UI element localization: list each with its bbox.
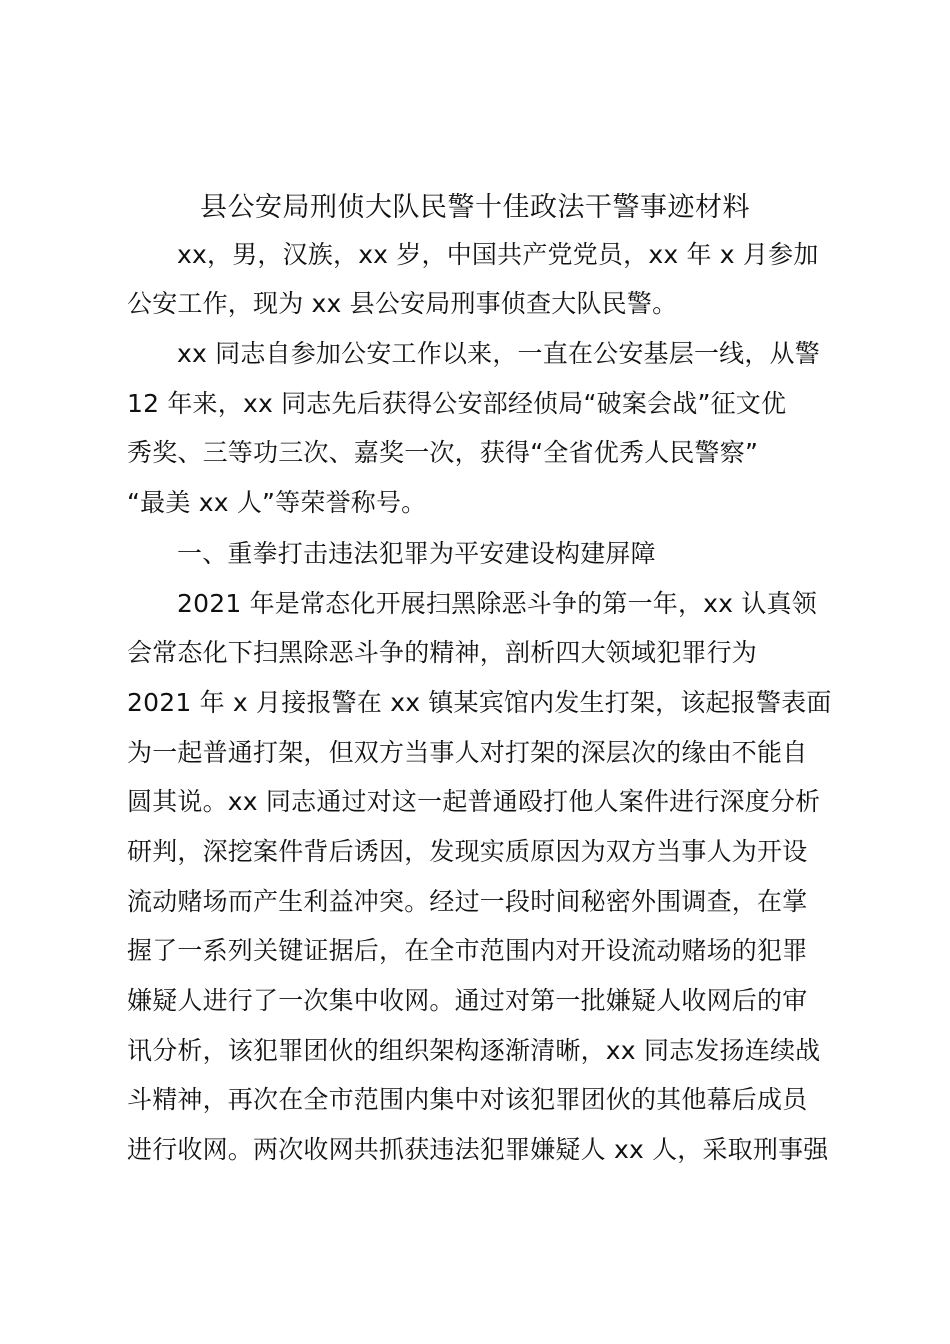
text-line: 12 年来，xx 同志先后获得公安部经侦局“破案会战”征文优 (127, 389, 787, 418)
text-line: 秀奖、三等功三次、嘉奖一次，获得“全省优秀人民警察” (127, 438, 759, 467)
text-line: 嫌疑人进行了一次集中收网。通过对第一批嫌疑人收网后的审 (127, 986, 808, 1015)
text-line: 2021 年 x 月接报警在 xx 镇某宾馆内发生打架，该起报警表面 (127, 688, 832, 717)
document-title: 县公安局刑侦大队民警十佳政法干警事迹材料 (200, 192, 750, 223)
text-line: 握了一系列关键证据后，在全市范围内对开设流动赌场的犯罪 (127, 936, 808, 965)
text-line: 进行收网。两次收网共抓获违法犯罪嫌疑人 xx 人，采取刑事强 (127, 1135, 829, 1164)
text-line: 为一起普通打架，但双方当事人对打架的深层次的缘由不能自 (127, 738, 808, 767)
text-line: 圆其说。xx 同志通过对这一起普通殴打他人案件进行深度分析 (127, 787, 821, 816)
section-heading: 一、重拳打击违法犯罪为平安建设构建屏障 (177, 539, 656, 568)
text-line: “最美 xx 人”等荣誉称号。 (127, 488, 427, 517)
text-line: 流动赌场而产生利益冲突。经过一段时间秘密外围调查，在掌 (127, 887, 808, 916)
text-line: 斗精神，再次在全市范围内集中对该犯罪团伙的其他幕后成员 (127, 1085, 808, 1114)
text-line: 会常态化下扫黑除恶斗争的精神，剖析四大领域犯罪行为 (127, 638, 758, 667)
text-line: 讯分析，该犯罪团伙的组织架构逐渐清晰，xx 同志发扬连续战 (127, 1036, 821, 1065)
text-line: xx 同志自参加公安工作以来，一直在公安基层一线，从警 (177, 339, 820, 368)
text-line: xx，男，汉族，xx 岁，中国共产党党员，xx 年 x 月参加 (177, 240, 819, 269)
text-line: 研判，深挖案件背后诱因，发现实质原因为双方当事人为开设 (127, 837, 808, 866)
text-line: 公安工作，现为 xx 县公安局刑事侦查大队民警。 (127, 289, 678, 318)
text-line: 2021 年是常态化开展扫黑除恶斗争的第一年，xx 认真领 (177, 589, 817, 618)
